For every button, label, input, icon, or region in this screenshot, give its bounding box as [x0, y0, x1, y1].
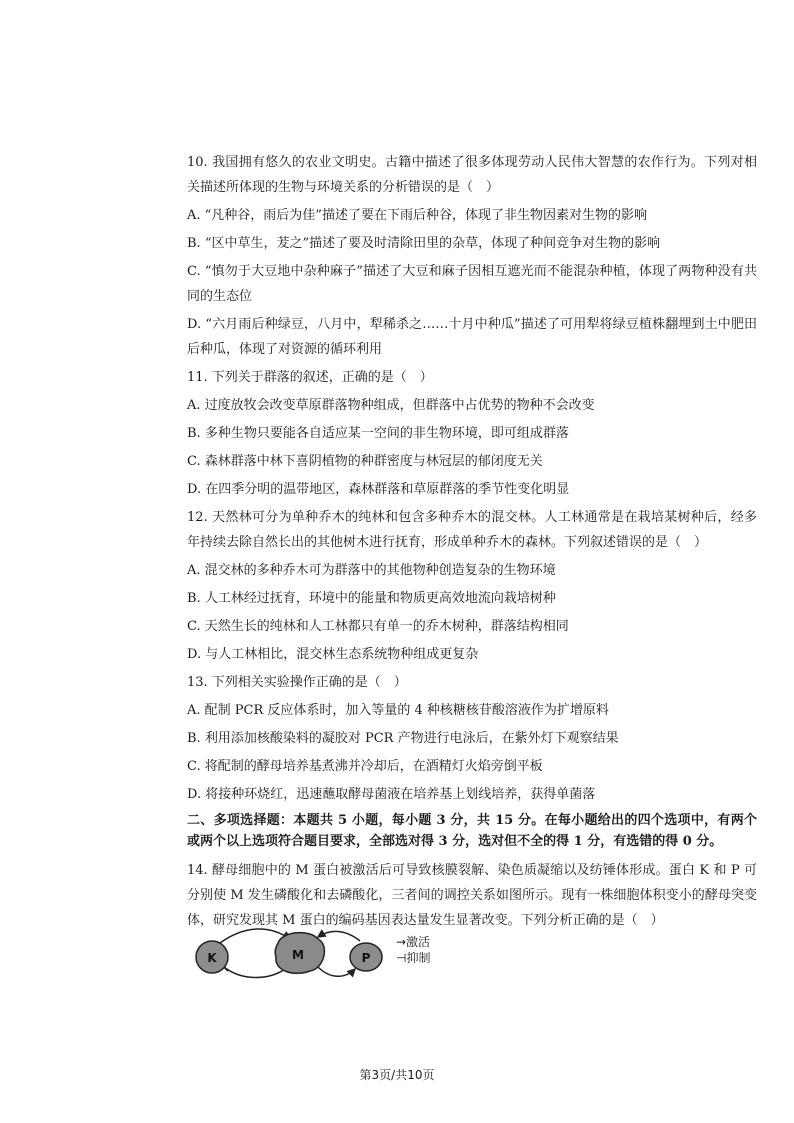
- legend-inhibit: ⊣抑制: [396, 951, 431, 965]
- question-13-option-c: C. 将配制的酵母培养基煮沸并冷却后，在酒精灯火焰旁倒平板: [187, 759, 543, 774]
- node-m-label: M: [292, 948, 304, 962]
- question-10-stem: 10. 我国拥有悠久的农业文明史。古籍中描述了很多体现劳动人民伟大智慧的农作行为。下列对相关描述所体现的生物与环境关系的分析错误的是（ ）: [187, 155, 757, 195]
- edge-m-activates-p: [318, 967, 355, 976]
- question-12-option-c: C. 天然生长的纯林和人工林都只有单一的乔木树种，群落结构相同: [187, 619, 569, 634]
- question-11-option-a: A. 过度放牧会改变草原群落物种组成，但群落中占优势的物种不会改变: [187, 398, 595, 413]
- page-content: [187, 150, 757, 936]
- question-13-stem: 13. 下列相关实验操作正确的是（ ）: [187, 675, 407, 690]
- question-11-option-b: B. 多种生物只要能各自适应某一空间的非生物环境，即可组成群落: [187, 426, 569, 441]
- node-k: [196, 941, 228, 973]
- question-10-option-c: C. “慎勿于大豆地中杂种麻子”描述了大豆和麻子因相互遮光而不能混杂种植，体现了两物种没有共同的生态位: [187, 264, 757, 304]
- question-11-stem: 11. 下列关于群落的叙述，正确的是（ ）: [187, 370, 433, 385]
- question-12-option-a: A. 混交林的多种乔木可为群落中的其他物种创造复杂的生物环境: [187, 563, 556, 578]
- question-14-stem: 14. 酵母细胞中的 M 蛋白被激活后可导致核膜裂解、染色质凝缩以及纺锤体形成。蛋白 K 和 P 可分别使 M 发生磷酸化和去磷酸化，三者间的调控关系如图所示。现有一株细胞体积变小的酵母突变体，研究发现其 M 蛋白的编码基因表达量发生显著改变。下列分析正确的是（ ）: [187, 863, 757, 928]
- question-10-option-d: D. “六月雨后种绿豆，八月中，犁稀杀之……十月中种瓜”描述了可用犁将绿豆植株翻埋到土中肥田后种瓜，体现了对资源的循环利用: [187, 317, 757, 357]
- diagram-legend: [396, 934, 430, 966]
- question-13-option-a: A. 配制 PCR 反应体系时，加入等量的 4 种核糖核苷酸溶液作为扩增原料: [187, 703, 609, 718]
- section-2-heading: 二、多项选择题：本题共 5 小题，每小题 3 分，共 15 分。在每小题给出的四个选项中，有两个或两个以上选项符合题目要求，全部选对得 3 分，选对但不全的得 1 分，有选错的得 0 分。: [187, 813, 757, 849]
- question-12-option-b: B. 人工林经过抚育，环境中的能量和物质更高效地流向栽培树种: [187, 591, 556, 606]
- page-number: 第3页/共10页: [359, 1068, 435, 1082]
- node-p-label: P: [361, 951, 371, 965]
- question-13-option-d: D. 将接种环烧红，迅速蘸取酵母菌液在培养基上划线培养，获得单菌落: [187, 787, 596, 802]
- question-10-option-b: B. “区中草生，茇之”描述了要及时清除田里的杂草，体现了种间竞争对生物的影响: [187, 236, 661, 251]
- node-p: [350, 943, 382, 971]
- question-12-stem: 12. 天然林可分为单种乔木的纯林和包含多种乔木的混交林。人工林通常是在栽培某树种后，经多年持续去除自然长出的其他树木进行抚育，形成单种乔木的森林。下列叙述错误的是（ ）: [187, 510, 757, 550]
- question-11-option-d: D. 在四季分明的温带地区，森林群落和草原群落的季节性变化明显: [187, 482, 570, 497]
- node-m: [275, 933, 324, 974]
- question-13-option-b: B. 利用添加核酸染料的凝胶对 PCR 产物进行电泳后，在紫外灯下观察结果: [187, 731, 619, 746]
- edge-p-activates-m: [318, 931, 360, 941]
- node-k-label: K: [207, 951, 217, 965]
- question-10-option-a: A. “凡种谷，雨后为佳”描述了要在下雨后种谷，体现了非生物因素对生物的影响: [187, 208, 647, 223]
- question-12-option-d: D. 与人工林相比，混交林生态系统物种组成更复杂: [187, 647, 479, 662]
- question-11-option-c: C. 森林群落中林下喜阴植物的种群密度与林冠层的郁闭度无关: [187, 454, 543, 469]
- legend-activate: →激活: [396, 935, 431, 949]
